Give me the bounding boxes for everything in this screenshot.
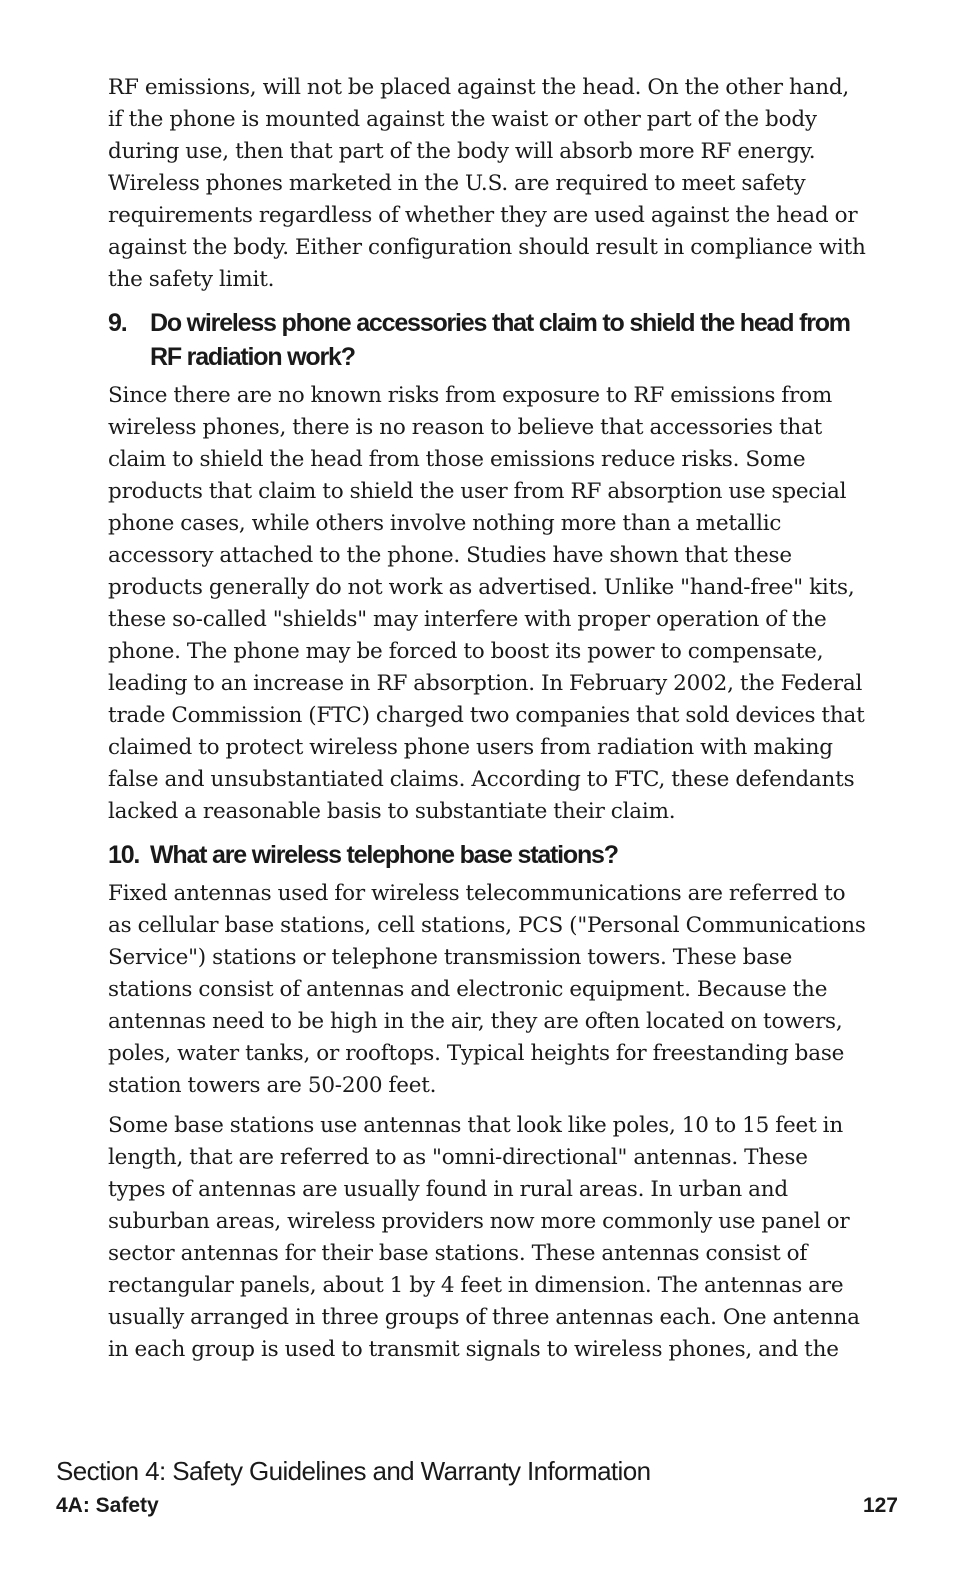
page-number: 127 bbox=[862, 1494, 898, 1517]
body-paragraph: RF emissions, will not be placed against the head. On the other hand, if the phone is mounted against the waist or other part of the body during use, then that part of the body will absorb more RF energy. Wireless phones marketed in the U.S. are required to meet safety requirements regardless of whether they are used against the head or against the body. Either configuration should result in compliance with the safety limit. bbox=[108, 75, 866, 292]
question-text: What are wireless telephone base stations? bbox=[150, 841, 618, 869]
page-content bbox=[108, 72, 868, 1374]
footer-section-title: Section 4: Safety Guidelines and Warranty Information bbox=[56, 1456, 651, 1486]
question-text: Do wireless phone accessories that claim to shield the head from RF radiation work? bbox=[150, 309, 850, 371]
question-number: 9. bbox=[108, 309, 127, 337]
body-paragraph: Some base stations use antennas that look like poles, 10 to 15 feet in length, that are referred to as "omni-directional" antennas. These types of antennas are usually found in rural areas. In urban and suburban areas, wireless providers now more commonly use panel or sector antennas for their base stations. These antennas consist of rectangular panels, about 1 by 4 feet in dimension. The antennas are usually arranged in three groups of three antennas each. One antenna in each group is used to transmit signals to wireless phones, and the bbox=[108, 1113, 860, 1362]
question-heading-10 bbox=[108, 838, 868, 872]
question-number: 10. bbox=[108, 841, 140, 869]
question-heading-9 bbox=[108, 306, 868, 374]
footer-subsection: 4A: Safety bbox=[56, 1494, 159, 1517]
body-paragraph: Fixed antennas used for wireless telecommunications are referred to as cellular base stations, cell stations, PCS ("Personal Communications Service") stations or telephone transmission towers. These base stations consist of antennas and electronic equipment. Because the antennas need to be high in the air, they are often located on towers, poles, water tanks, or rooftops. Typical heights for freestanding base station towers are 50-200 feet. bbox=[108, 881, 866, 1098]
body-paragraph: Since there are no known risks from exposure to RF emissions from wireless phones, there is no reason to believe that accessories that claim to shield the head from those emissions reduce risks. Some products that claim to shield the user from RF absorption use special phone cases, while others involve nothing more than a metallic accessory attached to the phone. Studies have shown that these products generally do not work as advertised. Unlike "hand-free" kits, these so-called "shields" may interfere with proper operation of the phone. The phone may be forced to boost its power to compensate, leading to an increase in RF absorption. In February 2002, the Federal trade Commission (FTC) charged two companies that sold devices that claimed to protect wireless phone users from radiation with making false and unsubstantiated claims. According to FTC, these defendants lacked a reasonable basis to substantiate their claim. bbox=[108, 383, 865, 824]
